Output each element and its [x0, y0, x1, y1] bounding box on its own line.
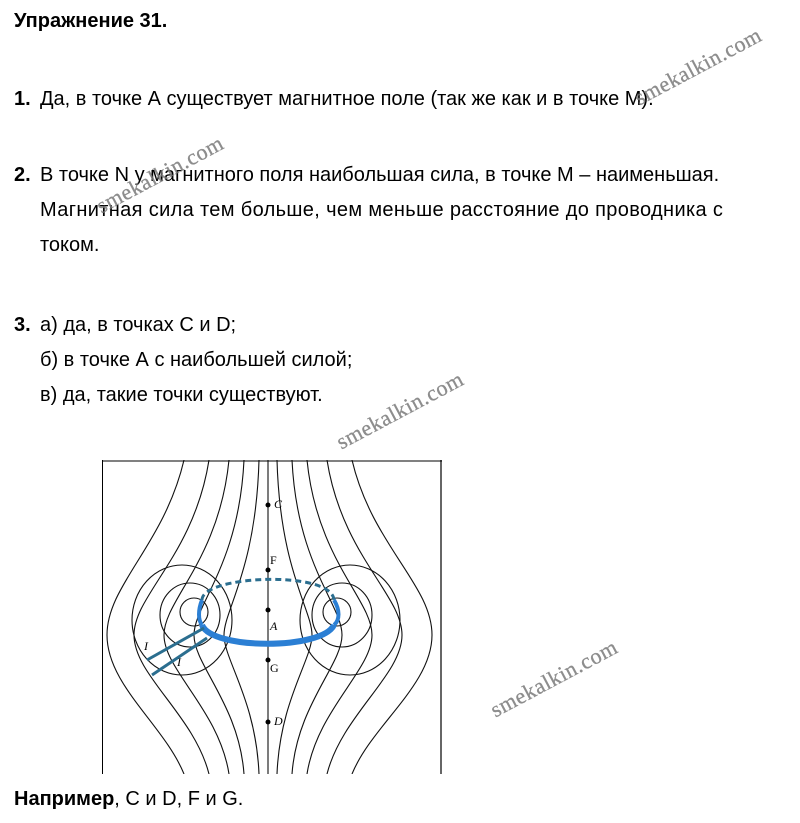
point-d: [266, 720, 271, 725]
label-f: F: [270, 553, 277, 567]
label-g: G: [270, 661, 279, 675]
answer-2: [14, 158, 723, 263]
answer-line: б) в точке А с наибольшей силой;: [40, 349, 353, 371]
footer-prefix: Например: [14, 788, 115, 810]
label-d: D: [274, 714, 283, 728]
answer-line: Да, в точке А существует магнитное поле (так же как и в точке М).: [40, 88, 654, 110]
answer-1: [14, 82, 654, 117]
footer-example: [14, 788, 243, 811]
label-a: A: [270, 619, 278, 633]
label-c: C: [274, 497, 283, 511]
label-current: I: [144, 639, 148, 653]
answer-number: 1.: [14, 88, 31, 110]
answer-line: током.: [40, 234, 100, 256]
point-c: [266, 503, 271, 508]
answer-line: в) да, такие точки существуют.: [40, 384, 323, 406]
magnetic-field-figure: [102, 460, 442, 774]
footer-text: , C и D, F и G.: [114, 788, 244, 810]
answer-line: В точке N у магнитного поля наибольшая сила, в точке M – наименьшая.: [40, 164, 720, 186]
point-f: [266, 568, 271, 573]
answer-line: Магнитная сила тем больше, чем меньше расстояние до проводника с: [40, 199, 724, 221]
label-current: I: [177, 655, 181, 669]
answer-number: 3.: [14, 314, 31, 336]
watermark: smekalkin.com: [630, 22, 766, 111]
watermark: smekalkin.com: [92, 130, 228, 219]
answer-3: [14, 308, 352, 413]
answer-line: а) да, в точках C и D;: [40, 314, 237, 336]
point-a: [266, 608, 271, 613]
watermark: smekalkin.com: [486, 634, 622, 723]
watermark: smekalkin.com: [332, 366, 468, 455]
exercise-title: Упражнение 31.: [14, 10, 168, 32]
answer-number: 2.: [14, 164, 31, 186]
